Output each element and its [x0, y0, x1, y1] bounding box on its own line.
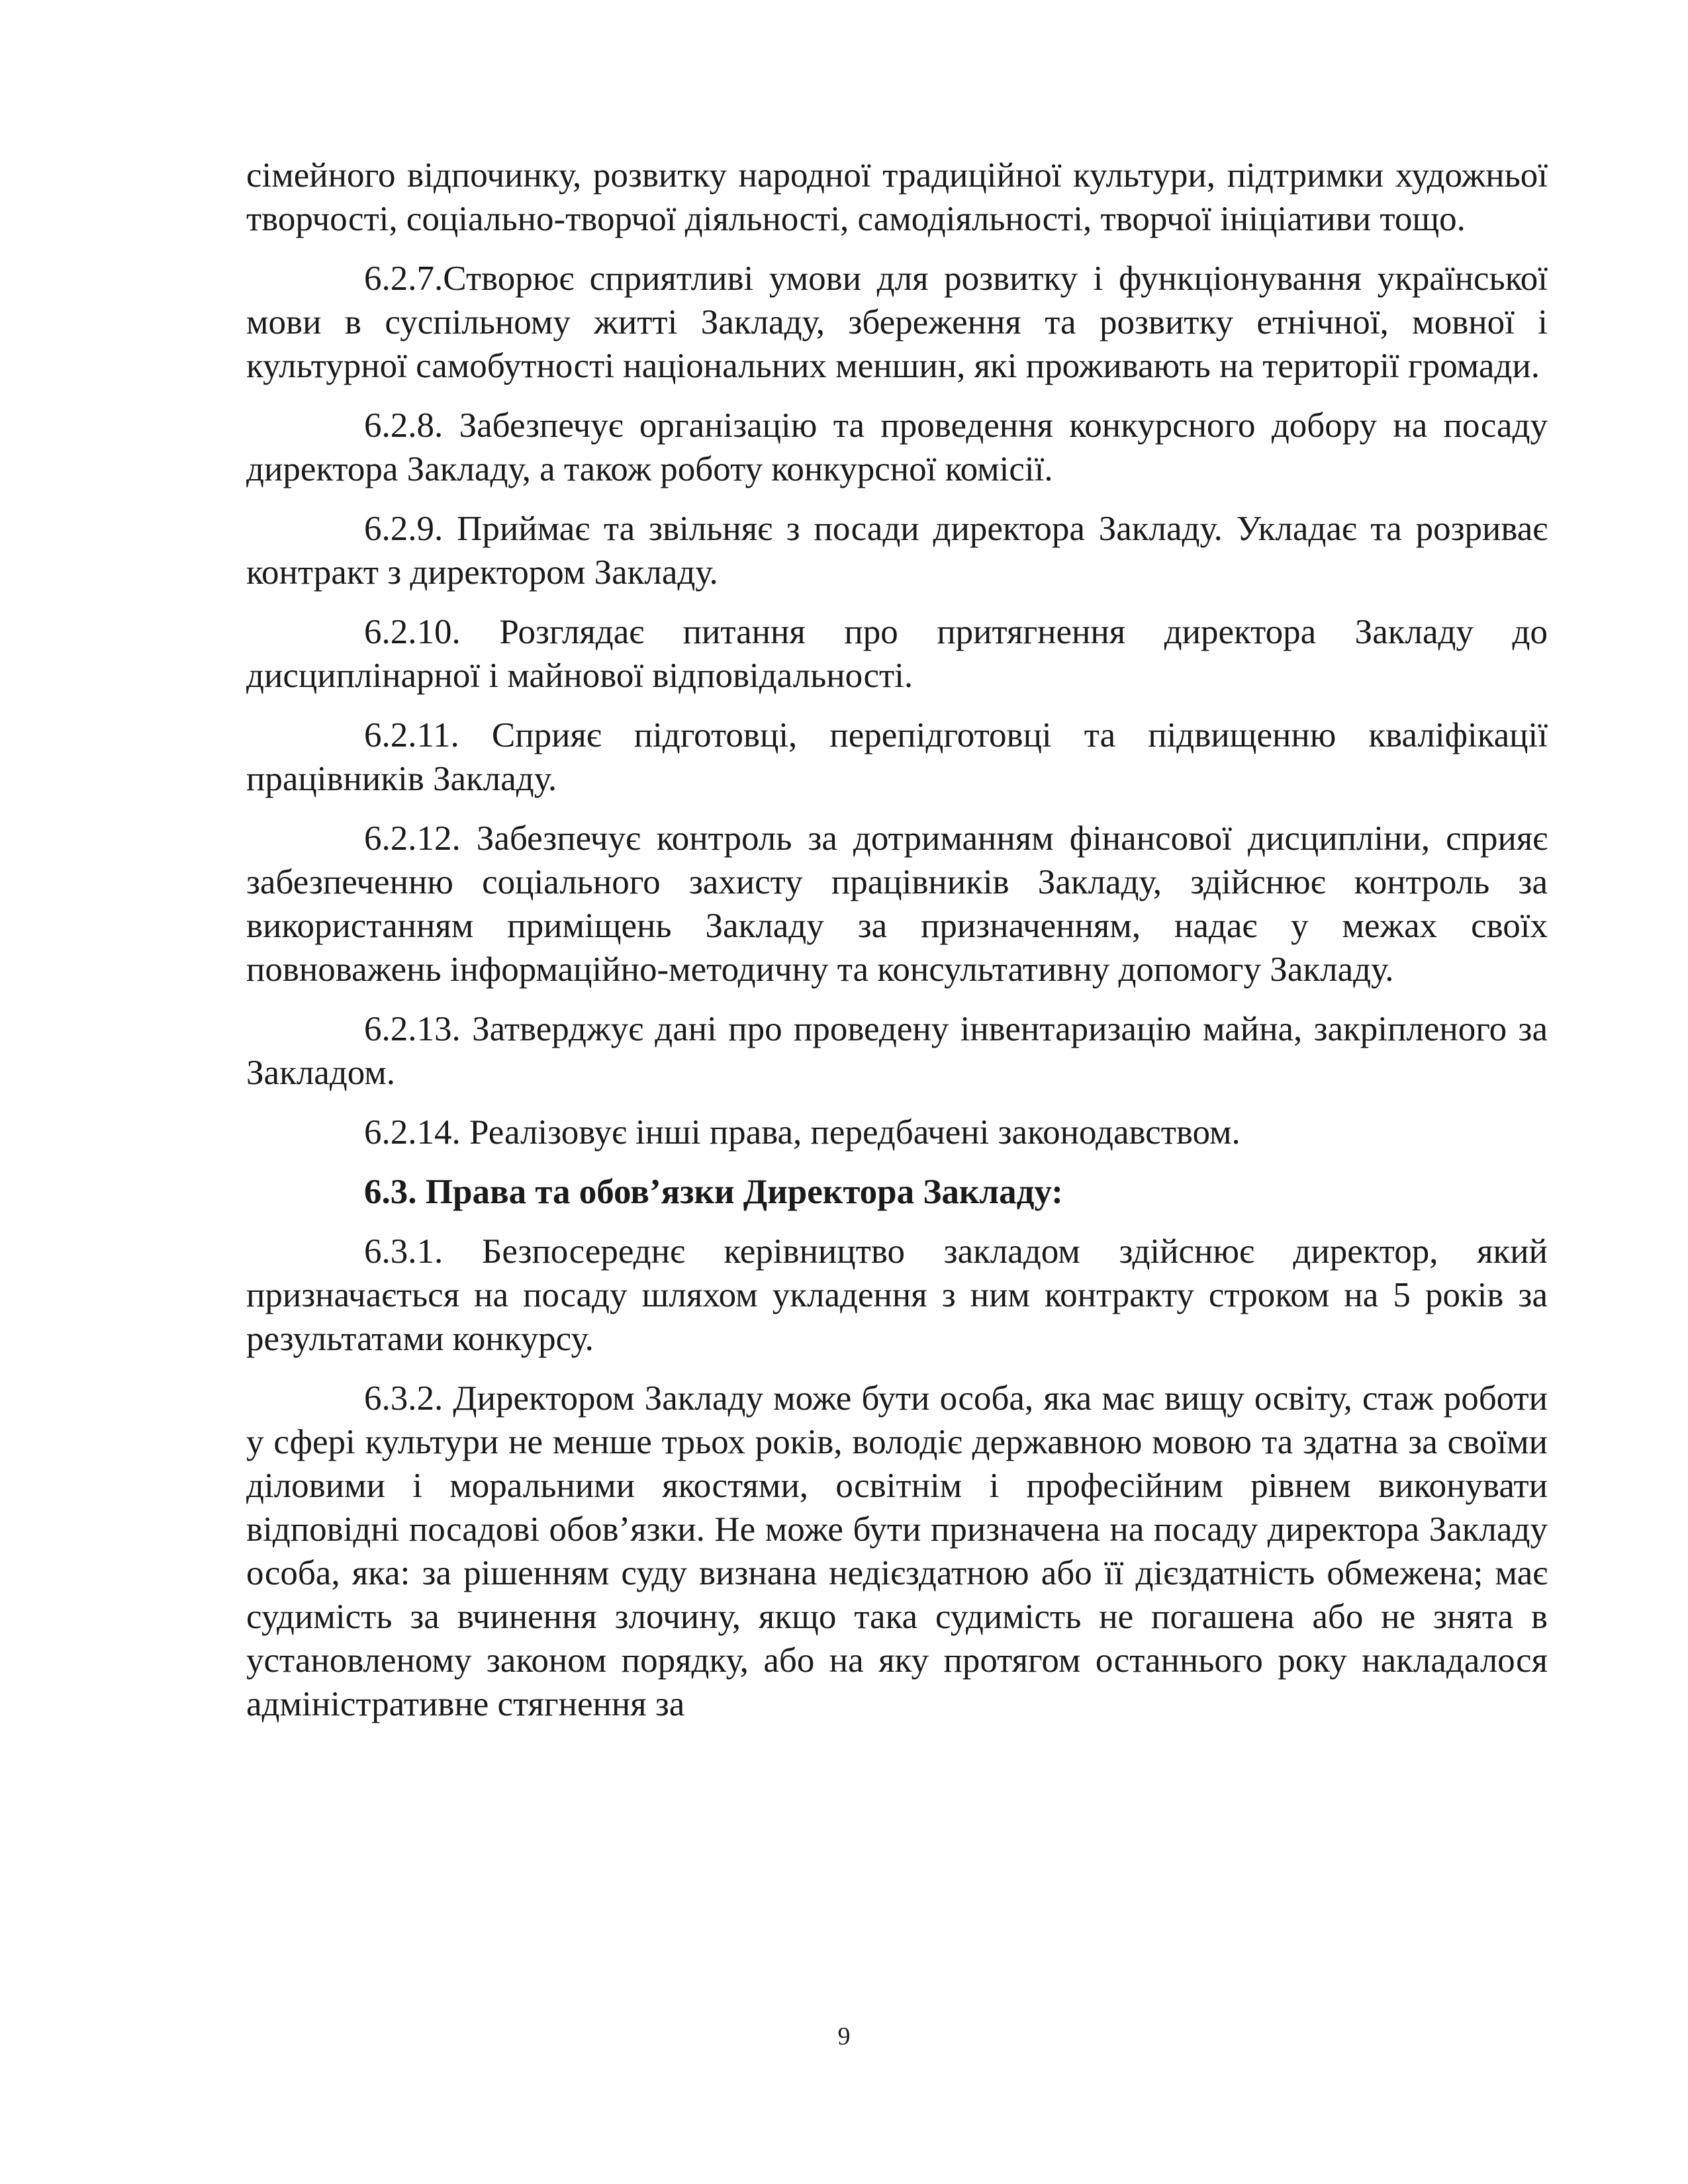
paragraph-6-2-14: 6.2.14. Реалізовує інші права, передбачені законодавством.	[364, 1113, 1241, 1152]
paragraph-6-2-11: 6.2.11. Сприяє підготовці, перепідготовці та підвищенню кваліфікації працівників Закладу.	[246, 716, 1548, 798]
paragraph-6-2-7: 6.2.7.Створює сприятливі умови для розвитку і функціонування української мови в суспільному житті Закладу, збереження та розвитку етнічної, мовної і культурної самобутності національних меншин, які проживають на території громади.	[246, 259, 1548, 385]
paragraph-6-3-2: 6.3.2. Директором Закладу може бути особа, яка має вищу освіту, стаж роботи у сфері культури не менше трьох років, володіє державною мовою та здатна за своїми діловими і моральними якостями, освітнім і професійним рівнем виконувати відповідні посадові обов’язки. Не може бути призначена на посаду директора Закладу особа, яка: за рішенням суду визнана недієздатною або її дієздатність обмежена; має судимість за вчинення злочину, якщо така судимість не погашена або не знята в установленому законом порядку, або на яку протягом останнього року накладалося адміністративне стягнення за	[246, 1379, 1548, 1723]
document-body	[246, 154, 1548, 1742]
paragraph-6-2-8: 6.2.8. Забезпечує організацію та проведення конкурсного добору на посаду директора Закладу, а також роботу конкурсної комісії.	[246, 406, 1548, 488]
paragraph-6-2-12: 6.2.12. Забезпечує контроль за дотриманням фінансової дисципліни, сприяє забезпеченню соціального захисту працівників Закладу, здійснює контроль за використанням приміщень Закладу за призначенням, надає у межах своїх повноважень інформаційно-методичну та консультативну допомогу Закладу.	[246, 819, 1548, 989]
paragraph-6-2-10: 6.2.10. Розглядає питання про притягнення директора Закладу до дисциплінарної і майнової відповідальності.	[246, 613, 1548, 695]
section-heading-6-3: 6.3. Права та обов’язки Директора Закладу:	[364, 1173, 1063, 1211]
paragraph-6-2-13: 6.2.13. Затверджує дані про проведену інвентаризацію майна, закріпленого за Закладом.	[246, 1010, 1548, 1092]
paragraph-6-3-1: 6.3.1. Безпосереднє керівництво закладом здійснює директор, який призначається на посаду шляхом укладення з ним контракту строком на 5 років за результатами конкурсу.	[246, 1232, 1548, 1358]
paragraph-continuation: сімейного відпочинку, розвитку народної традиційної культури, підтримки художньої творчості, соціально-творчої діяльності, самодіяльності, творчої ініціативи тощо.	[246, 156, 1548, 238]
paragraph-6-2-9: 6.2.9. Приймає та звільняє з посади директора Закладу. Укладає та розриває контракт з директором Закладу.	[246, 510, 1548, 592]
page-number: 9	[837, 2023, 851, 2050]
